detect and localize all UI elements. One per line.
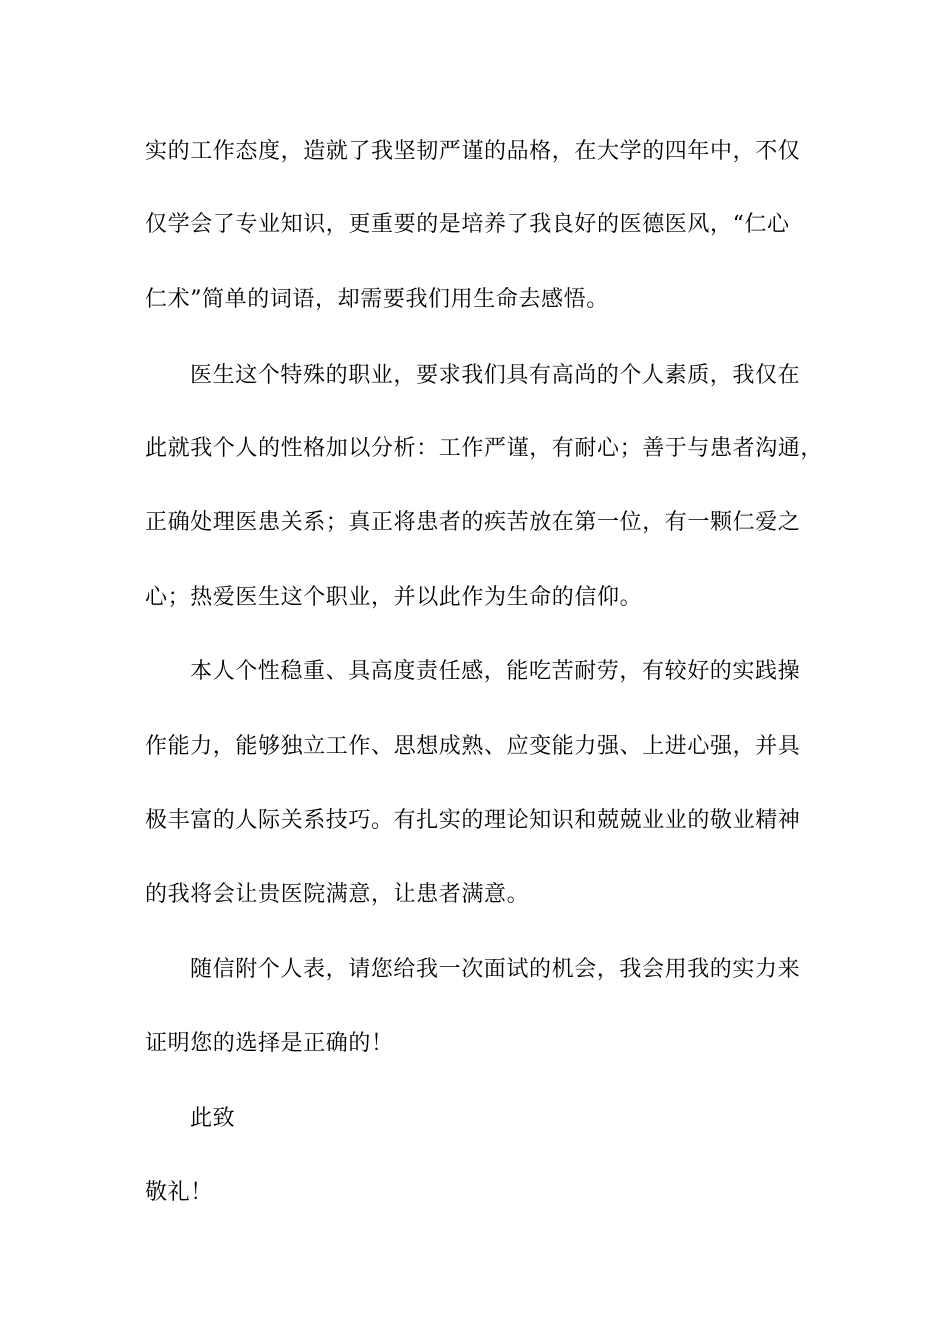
paragraph-line: 仅学会了专业知识，更重要的是培养了我良好的医德医风，“仁心 — [145, 212, 790, 237]
paragraph-line: 医生这个特殊的职业，要求我们具有高尚的个人素质，我仅在 — [190, 363, 801, 388]
closing-salutation: 此致 — [190, 1106, 236, 1131]
paragraph-line: 实的工作态度，造就了我坚韧严谨的品格，在大学的四年中，不仅 — [145, 139, 801, 164]
paragraph-line: 正确处理医患关系；真正将患者的疾苦放在第一位，有一颗仁爱之 — [145, 510, 801, 535]
paragraph-line: 证明您的选择是正确的！ — [145, 1031, 394, 1056]
paragraph-line: 的我将会让贵医院满意，让患者满意。 — [145, 882, 530, 907]
paragraph-line: 此就我个人的性格加以分析：工作严谨，有耐心；善于与患者沟通， — [145, 436, 824, 461]
paragraph-line: 本人个性稳重、具高度责任感，能吃苦耐劳，有较好的实践操 — [190, 659, 801, 684]
paragraph-line: 极丰富的人际关系技巧。有扎实的理论知识和兢兢业业的敬业精神 — [145, 808, 801, 833]
paragraph-line: 作能力，能够独立工作、思想成熟、应变能力强、上进心强，并具 — [145, 734, 801, 759]
paragraph-line: 仁术”简单的词语，却需要我们用生命去感悟。 — [145, 287, 609, 312]
paragraph-line: 随信附个人表，请您给我一次面试的机会，我会用我的实力来 — [190, 957, 801, 982]
paragraph-line: 心；热爱医生这个职业，并以此作为生命的信仰。 — [145, 585, 643, 610]
closing-regards: 敬礼！ — [145, 1180, 213, 1205]
